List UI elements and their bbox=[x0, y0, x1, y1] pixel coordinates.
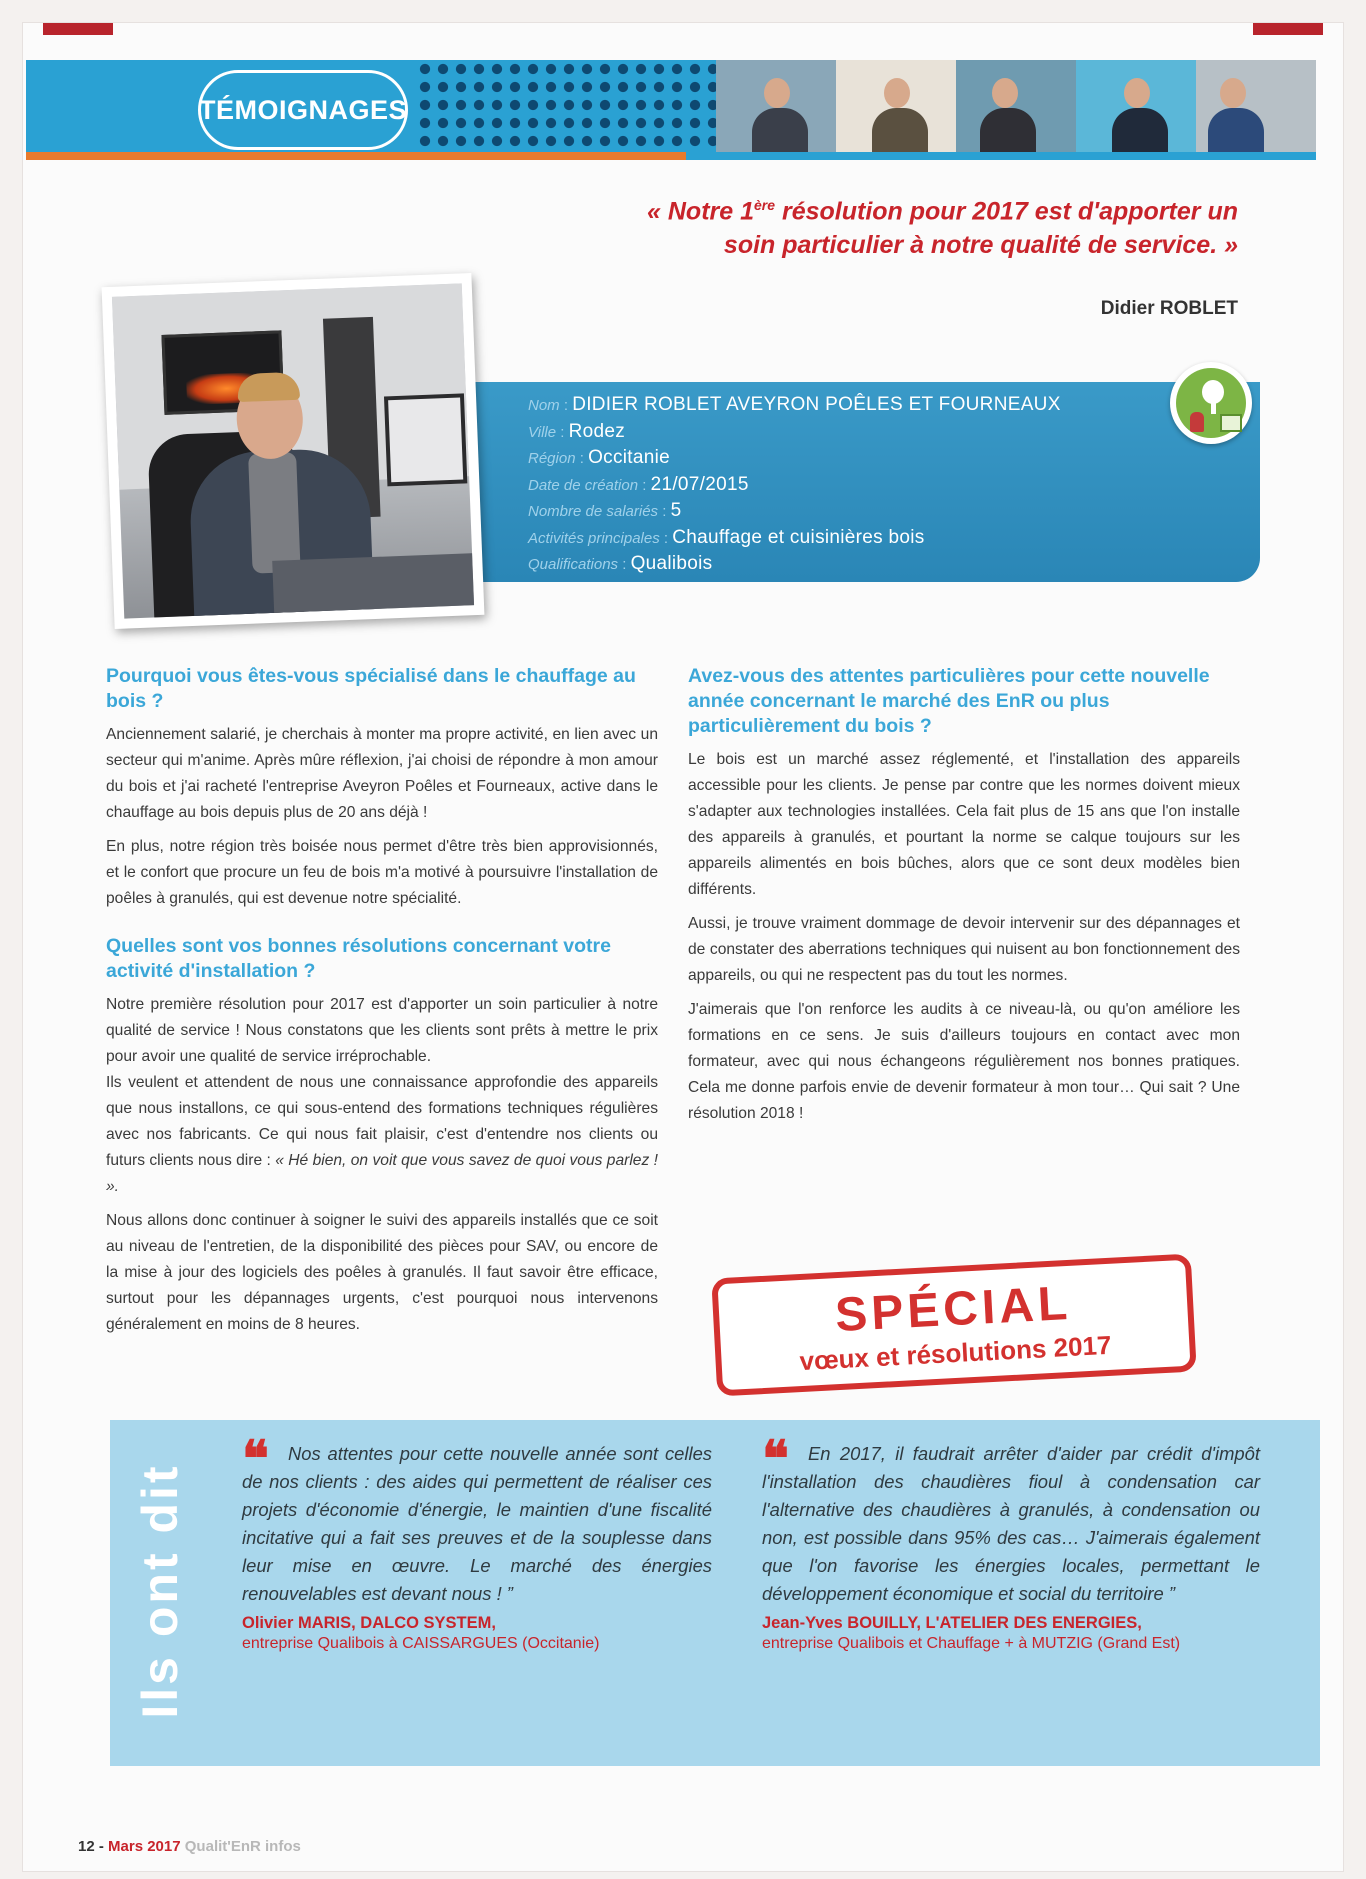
answer-paragraph: Notre première résolution pour 2017 est d'apporter un soin particulier à notre qualité de service ! Nous constatons que les clients sont prêts à mettre le prix pour avoir une qualité de service irréprochable. bbox=[106, 996, 658, 1065]
info-value: Occitanie bbox=[588, 447, 670, 468]
pull-quote: « Notre 1ère résolution pour 2017 est d'apporter un soin particulier à notre qualité de service. » bbox=[647, 197, 1238, 260]
question-heading: Avez-vous des attentes particulières pour cette nouvelle année concernant le marché des EnR ou plus particulièrement du bois ? bbox=[688, 665, 1210, 737]
open-quote-icon: ❝ bbox=[242, 1429, 269, 1488]
ils-ont-dit-box bbox=[110, 1420, 1320, 1766]
banner-photo bbox=[1076, 60, 1196, 152]
testimonial-org: entreprise Qualibois à CAISSARGUES (Occitanie) bbox=[242, 1635, 600, 1652]
qualibois-badge bbox=[1170, 362, 1252, 444]
page-number: 12 - bbox=[78, 1838, 104, 1855]
info-row: Nom : DIDIER ROBLET AVEYRON POÊLES ET FOURNEAUX bbox=[528, 394, 1061, 415]
answer-paragraph: Anciennement salarié, je cherchais à monter ma propre activité, en lien avec un secteur qui m'anime. Après mûre réflexion, j'ai choisi de répondre à mon amour du bois et j'ai racheté l'entreprise Aveyron Poêles et Fourneaux, active dans le chauffage au bois depuis plus de 20 ans déjà ! bbox=[106, 726, 658, 821]
info-label: Région bbox=[528, 450, 576, 467]
info-row: Région : Occitanie bbox=[528, 447, 670, 468]
testimonial bbox=[762, 1429, 1260, 1654]
answer-paragraph: Nous allons donc continuer à soigner le suivi des appareils installés que ce soit au niveau de l'entretien, de la disponibilité des pièces pour SAV, ou encore de la mise à jour des logiciels des poêles à granulés. Il faut savoir être efficace, surtout pour les dépannages urgents, c'est pourquoi nous intervenons généralement en moins de 8 heures. bbox=[106, 1212, 658, 1333]
answer-paragraph: J'aimerais que l'on renforce les audits à ce niveau-là, ou qu'on améliore les formations en ce sens. Je suis d'ailleurs toujours en contact avec mon formateur, avec qui nous échangeons régulièrement nos bonnes pratiques. Cela me donne parfois envie de devenir formateur à mon tour… Qui sait ? Une résolution 2018 ! bbox=[688, 1001, 1240, 1122]
ils-ont-dit-label: Ils ont dit bbox=[132, 1463, 188, 1719]
info-label: Nombre de salariés bbox=[528, 503, 659, 520]
answer-paragraph: Ils veulent et attendent de nous une connaissance approfondie des appareils que nous installons, ce qui sous-entend des formations techniques régulières avec nos fabricants. Ce qui nous fait plaisir, c'est d'entendre nos clients ou futurs clients nous dire : « Hé bien, on voit que vous savez de quoi vous parlez ! ». bbox=[106, 1074, 658, 1195]
answer-paragraph: Le bois est un marché assez réglementé, et l'installation des appareils accessible pour les clients. Je pense par contre que les normes doivent mieux s'adapter aux technologies installées. Cela fait plus de 15 ans que l'on installe des appareils à granulés, et pourtant la norme se calque toujours sur les appareils alimentés en bois bûches, alors que ce sont deux modèles bien différents. bbox=[688, 751, 1240, 898]
red-tab-right bbox=[1253, 23, 1323, 35]
info-value: DIDIER ROBLET AVEYRON POÊLES ET FOURNEAUX bbox=[572, 394, 1061, 415]
banner-photo bbox=[956, 60, 1076, 152]
photo-strip bbox=[716, 60, 1316, 152]
stamp-subtitle: vœux et résolutions 2017 bbox=[798, 1329, 1113, 1377]
page-footer bbox=[78, 1838, 301, 1855]
banner-photo bbox=[716, 60, 836, 152]
banner-photo bbox=[1196, 60, 1316, 152]
info-row: Ville : Rodez bbox=[528, 420, 626, 442]
question-heading: Quelles sont vos bonnes résolutions concernant votre activité d'installation ? bbox=[106, 935, 611, 982]
testimonial-text: En 2017, il faudrait arrêter d'aider par crédit d'impôt l'installation des chaudières fioul à condensation car l'alternative des chaudières à granulés, à condensation ou non, est possible dans 95% des cas… J'aimerais également que l'on favorise les énergies locales, permettant le développement économique et social du territoire ” bbox=[762, 1443, 1260, 1604]
right-column bbox=[688, 664, 1240, 1135]
section-tag bbox=[198, 70, 408, 150]
client-quote: « Hé bien, on voit que vous savez de quoi vous parlez ! ». bbox=[106, 1152, 658, 1195]
banner-dot-pattern bbox=[416, 60, 746, 152]
question-heading: Pourquoi vous êtes-vous spécialisé dans le chauffage au bois ? bbox=[106, 665, 636, 712]
section-label: TÉMOIGNAGES bbox=[199, 94, 408, 125]
info-value: Qualibois bbox=[630, 553, 713, 574]
testimonial-org: entreprise Qualibois et Chauffage + à MUTZIG (Grand Est) bbox=[762, 1635, 1181, 1652]
left-column bbox=[106, 664, 658, 1346]
info-label: Ville bbox=[528, 423, 557, 441]
testimonial-author: Olivier MARIS, DALCO SYSTEM, bbox=[242, 1614, 496, 1632]
red-tab-left bbox=[43, 23, 113, 35]
magazine-name: Qualit'EnR infos bbox=[184, 1838, 301, 1855]
info-label: Date de création bbox=[528, 476, 639, 494]
testimonial-text: Nos attentes pour cette nouvelle année sont celles de nos clients : des aides qui permettent de réaliser ces projets d'économie d'énergie, le maintien d'une fiscalité incitative qui a fait ses preuves et de la souplesse dans leur mise en œuvre. Le marché des énergies renouvelables est devant nous ! ” bbox=[242, 1443, 712, 1604]
info-value: 5 bbox=[670, 500, 682, 521]
answer-paragraph: En plus, notre région très boisée nous permet d'être très bien approvisionnés, et le confort que procure un feu de bois m'a motivé à poursuivre l'installation de poêles à granulés, qui est devenue notre spécialité. bbox=[106, 838, 658, 907]
info-row: Date de création : 21/07/2015 bbox=[528, 473, 749, 495]
info-row: Nombre de salariés : 5 bbox=[528, 500, 682, 521]
info-value: Chauffage et cuisinières bois bbox=[672, 526, 925, 548]
info-row: Qualifications : Qualibois bbox=[528, 553, 713, 574]
issue-date: Mars 2017 bbox=[108, 1838, 181, 1855]
qualibois-logo-icon bbox=[1176, 368, 1246, 438]
info-row: Activités principales : Chauffage et cuisinières bois bbox=[528, 526, 925, 548]
header-banner bbox=[26, 60, 1316, 160]
open-quote-icon: ❝ bbox=[762, 1429, 789, 1488]
stamp-title: SPÉCIAL bbox=[833, 1276, 1073, 1343]
testimonial-author: Jean-Yves BOUILLY, L'ATELIER DES ENERGIES, bbox=[762, 1614, 1142, 1632]
testimonial bbox=[242, 1429, 712, 1654]
company-info-box bbox=[470, 382, 1260, 582]
info-value: 21/07/2015 bbox=[650, 473, 749, 495]
banner-photo bbox=[836, 60, 956, 152]
quote-author: Didier ROBLET bbox=[1100, 298, 1238, 319]
info-label: Activités principales bbox=[528, 529, 660, 547]
banner-orange-stripe bbox=[26, 152, 686, 160]
portrait-photo bbox=[102, 273, 485, 629]
info-value: Rodez bbox=[568, 420, 626, 442]
answer-paragraph: Aussi, je trouve vraiment dommage de devoir intervenir sur des dépannages et de constater des aberrations techniques qui nuisent au bon fonctionnement des appareils, ou qui ne respectent pas du tout les normes. bbox=[688, 915, 1240, 984]
special-stamp bbox=[711, 1254, 1197, 1397]
info-label: Nom bbox=[528, 397, 560, 414]
info-label: Qualifications bbox=[528, 556, 619, 573]
